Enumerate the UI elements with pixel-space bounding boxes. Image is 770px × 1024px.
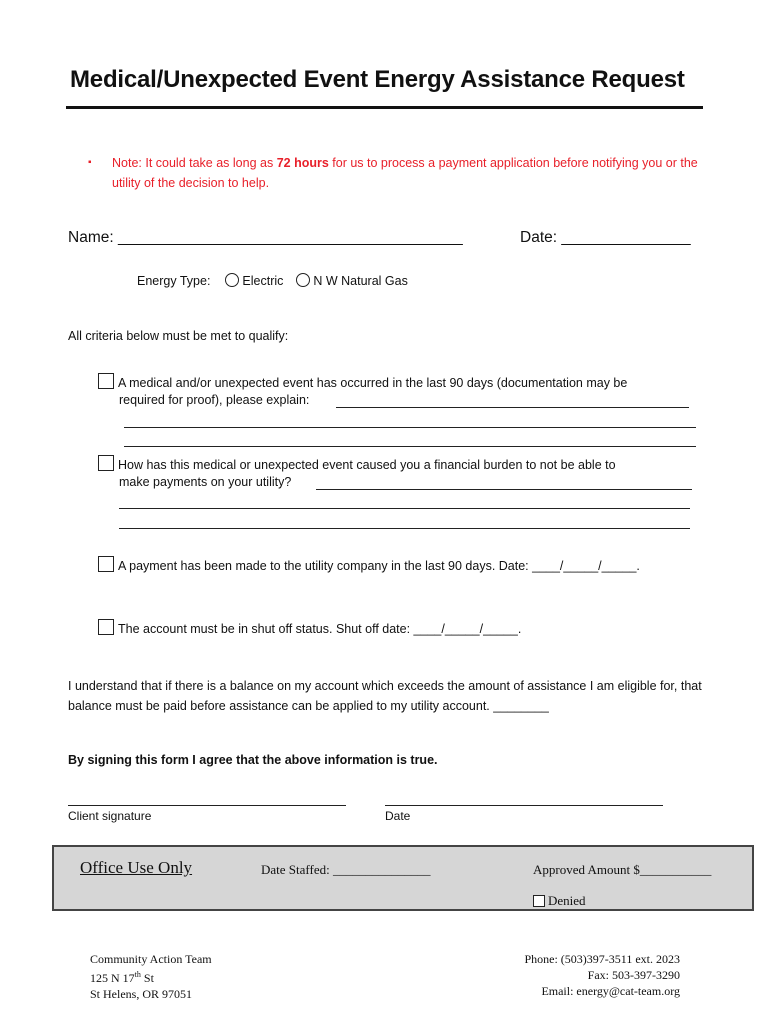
criterion-1-line2: required for proof), please explain: [119, 393, 310, 407]
burden-line-1[interactable] [316, 489, 692, 490]
bullet-icon: ▪ [88, 157, 92, 168]
denied-checkbox[interactable] [533, 895, 545, 907]
note-text-pre: Note: It could take as long as [112, 156, 277, 170]
criterion-1-text: A medical and/or unexpected event has occurred in the last 90 days (documentation may be [118, 376, 628, 390]
client-signature-line[interactable] [68, 805, 346, 806]
org-name: Community Action Team [90, 952, 212, 966]
fax-number: Fax: 503-397-3290 [587, 968, 680, 982]
phone-number: Phone: (503)397-3511 ext. 2023 [524, 952, 680, 966]
denied-option [533, 893, 586, 909]
burden-line-3[interactable] [119, 528, 690, 529]
criterion-1 [98, 373, 627, 390]
processing-note [88, 153, 702, 193]
footer-address [90, 951, 212, 1002]
criterion-2-line2: make payments on your utility? [119, 475, 292, 489]
explain-line-1[interactable] [336, 407, 689, 408]
approved-amount-field[interactable]: Approved Amount $___________ [533, 862, 712, 877]
criterion-4-checkbox[interactable] [98, 619, 114, 635]
date-staffed-field[interactable]: Date Staffed: _______________ [261, 862, 431, 877]
criterion-3 [98, 556, 640, 573]
criterion-3-checkbox[interactable] [98, 556, 114, 572]
criterion-4-text: The account must be in shut off status. Shut off date: ____/_____/_____. [118, 622, 522, 636]
criterion-2-checkbox[interactable] [98, 455, 114, 471]
natural-gas-radio[interactable] [296, 273, 310, 287]
energy-type-label: Energy Type: [137, 274, 211, 288]
criterion-1-checkbox[interactable] [98, 373, 114, 389]
title-rule [66, 106, 703, 109]
burden-line-2[interactable] [119, 508, 690, 509]
city-state-zip: St Helens, OR 97051 [90, 987, 192, 1001]
note-hours: 72 hours [276, 156, 329, 170]
criterion-3-text: A payment has been made to the utility company in the last 90 days. Date: ____/_____/_____. [118, 559, 640, 573]
criteria-intro: All criteria below must be met to qualify: [68, 329, 289, 343]
name-field[interactable]: Name: ________________________________________ [68, 229, 463, 246]
criterion-4 [98, 619, 521, 636]
date-field[interactable]: Date: _______________ [520, 229, 691, 246]
explain-line-3[interactable] [124, 446, 696, 447]
denied-label: Denied [548, 893, 586, 908]
email-address[interactable]: Email: energy@cat-team.org [541, 984, 680, 998]
criterion-2 [98, 455, 616, 472]
explain-line-2[interactable] [124, 427, 696, 428]
criterion-2-text: How has this medical or unexpected event caused you a financial burden to not be able to [118, 458, 616, 472]
office-use-box [52, 845, 754, 911]
agreement-statement: By signing this form I agree that the above information is true. [68, 753, 438, 767]
note-text-post: for us to process a payment application before notifying you or the utility of the decision to help. [112, 156, 698, 190]
natural-gas-label: N W Natural Gas [313, 274, 408, 288]
electric-radio[interactable] [225, 273, 239, 287]
date-signature-label: Date [385, 809, 411, 823]
date-signature-line[interactable] [385, 805, 663, 806]
street-address: 125 N 17th St [90, 970, 154, 985]
form-title: Medical/Unexpected Event Energy Assistance Request [70, 66, 685, 93]
client-signature-label: Client signature [68, 809, 152, 823]
balance-acknowledgement: I understand that if there is a balance on my account which exceeds the amount of assistance I am eligible for, that balance must be paid before assistance can be applied to my utility account. ________ [68, 679, 702, 713]
footer-contact [524, 951, 680, 999]
office-use-heading: Office Use Only [80, 858, 193, 877]
electric-label: Electric [242, 274, 284, 288]
energy-type-row [137, 273, 408, 288]
